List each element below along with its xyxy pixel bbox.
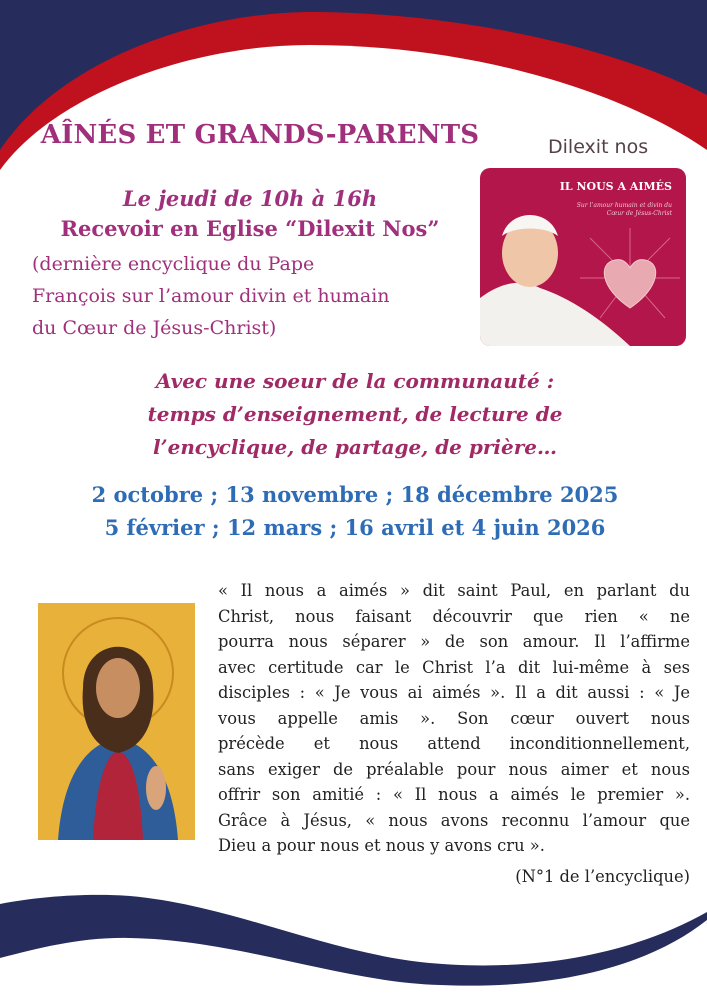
cover-subtitle: Sur l’amour humain et divin du Cœur de Jésus-Christ (576, 202, 672, 217)
quote-line: Christ, nous faisant découvrir que rien « ne (218, 606, 690, 626)
quote-line: disciples : « Je vous ai aimés ». Il a dit aussi : « Je (218, 683, 690, 702)
teaching-line: Avec une soeur de la communauté : (155, 369, 555, 393)
description-line: (dernière encyclique du Pape (32, 253, 315, 275)
encyclical-quote (218, 578, 690, 859)
book-cover-image (480, 168, 686, 346)
quote-line: Grâce à Jésus, « nous avons reconnu l’amour que (218, 810, 690, 830)
teaching-line: temps d’enseignement, de lecture de (147, 402, 563, 426)
quote-line: « Il nous a aimés » dit saint Paul, en parlant du (218, 581, 690, 600)
page-title: AÎNÉS ET GRANDS-PARENTS (40, 120, 480, 150)
event-schedule: Le jeudi de 10h à 16h (122, 186, 378, 211)
quote-line: avec certitude car le Christ l’a dit lui-même à ses (218, 657, 690, 677)
description-line: François sur l’amour divin et humain (32, 285, 390, 307)
description-line: du Cœur de Jésus-Christ) (32, 317, 277, 339)
quote-line: offrir son amitié : « Il nous a aimés le premier ». (218, 785, 690, 804)
quote-reference: (N°1 de l’encyclique) (515, 867, 690, 886)
event-description (32, 248, 472, 344)
event-dates (40, 478, 670, 544)
teaching-line: l’encyclique, de partage, de prière… (153, 435, 557, 459)
book-label: Dilexit nos (548, 136, 649, 158)
quote-line: précède et nous attend inconditionnellement, (218, 734, 690, 753)
christ-icon-illustration (38, 603, 195, 840)
dates-line: 2 octobre ; 13 novembre ; 18 décembre 2025 (91, 482, 619, 507)
quote-line: vous appelle amis ». Son cœur ouvert nous (218, 708, 690, 728)
teaching-description (60, 365, 650, 464)
quote-line: Dieu a pour nous et nous y avons cru ». (218, 836, 545, 855)
dates-line: 5 février ; 12 mars ; 16 avril et 4 juin 2026 (104, 515, 606, 540)
cover-title: IL NOUS A AIMÉS (559, 180, 672, 193)
christ-icon-image (38, 603, 195, 840)
event-theme: Recevoir en Eglise “Dilexit Nos” (60, 216, 440, 241)
quote-line: sans exiger de préalable pour nous aimer et nous (218, 759, 690, 779)
pope-and-heart-illustration (480, 168, 686, 346)
quote-line: pourra nous séparer » de son amour. Il l’affirme (218, 632, 690, 651)
